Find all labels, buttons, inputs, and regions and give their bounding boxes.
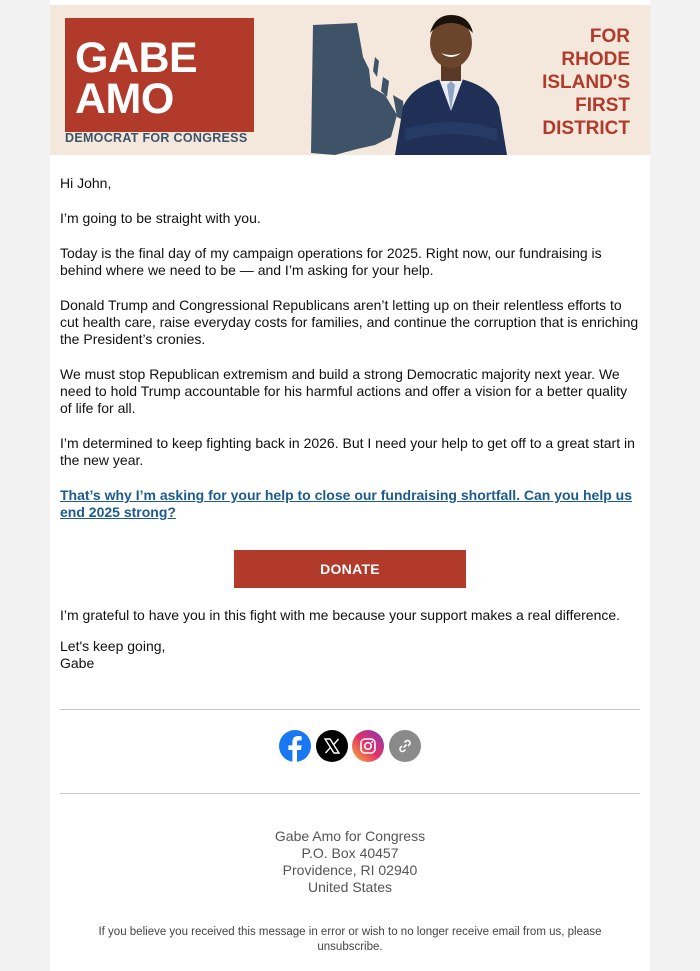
closing-section — [60, 607, 640, 672]
paragraph: Today is the final day of my campaign operations for 2025. Right now, our fundraising is behind where we need to be — and I’m asking for your help. — [60, 245, 602, 278]
signature: Gabe — [60, 655, 95, 671]
org-name: Gabe Amo for Congress — [274, 828, 426, 844]
address-line: P.O. Box 40457 — [301, 845, 399, 861]
link-icon[interactable] — [389, 730, 421, 762]
email-card — [50, 0, 650, 971]
social-links — [279, 730, 421, 764]
unsubscribe-link[interactable]: unsubscribe — [317, 941, 380, 953]
paragraph: Donald Trump and Congressional Republicans aren’t letting up on their relentless efforts to cut health care, raise everyday costs for families, and continue the corruption that is enriching the President’s cronies. — [60, 297, 639, 347]
district-line: ISLAND'S — [542, 72, 630, 93]
paragraph: I’m determined to keep fighting back in 2026. But I need your help to get off to a great start in the new year. — [60, 435, 635, 468]
donate-button[interactable]: DONATE — [234, 550, 466, 588]
district-line: RHODE — [561, 49, 630, 70]
district-line: FIRST — [575, 95, 630, 116]
paragraph: I’m going to be straight with you. — [60, 210, 261, 226]
paragraph: I’m grateful to have you in this fight with me because your support makes a real difference. — [60, 607, 621, 623]
candidate-photo — [385, 11, 517, 155]
divider — [60, 709, 640, 710]
district-tagline — [520, 25, 630, 140]
notice-text: If you believe you received this message in error or wish to no longer receive email from us, please — [98, 926, 602, 938]
notice-period: . — [379, 941, 383, 953]
campaign-logo — [65, 18, 254, 132]
logo-name-last: AMO — [75, 75, 174, 123]
signoff: Let's keep going, — [60, 638, 166, 654]
logo-name — [75, 34, 198, 123]
address-country: United States — [307, 879, 393, 895]
address-line: Providence, RI 02940 — [282, 862, 418, 878]
greeting: Hi John, — [60, 175, 112, 191]
x-icon[interactable] — [316, 730, 348, 762]
district-line: FOR — [589, 26, 630, 47]
instagram-icon[interactable] — [352, 730, 384, 762]
facebook-icon[interactable] — [279, 730, 311, 762]
campaign-banner — [50, 5, 650, 155]
logo-subtitle: DEMOCRAT FOR CONGRESS — [65, 131, 248, 145]
mailing-address — [50, 828, 650, 896]
email-body — [60, 175, 640, 539]
divider — [60, 793, 640, 794]
unsubscribe-notice — [80, 925, 620, 955]
donation-cta-link[interactable]: That’s why I’m asking for your help to close our fundraising shortfall. Can you help us end 2025 strong? — [60, 487, 632, 520]
logo-name-first: GABE — [75, 34, 198, 82]
paragraph: We must stop Republican extremism and build a strong Democratic majority next year. We need to hold Trump accountable for his harmful actions and offer a vision for a better quality of life for all. — [60, 366, 628, 416]
district-line: DISTRICT — [542, 118, 630, 139]
